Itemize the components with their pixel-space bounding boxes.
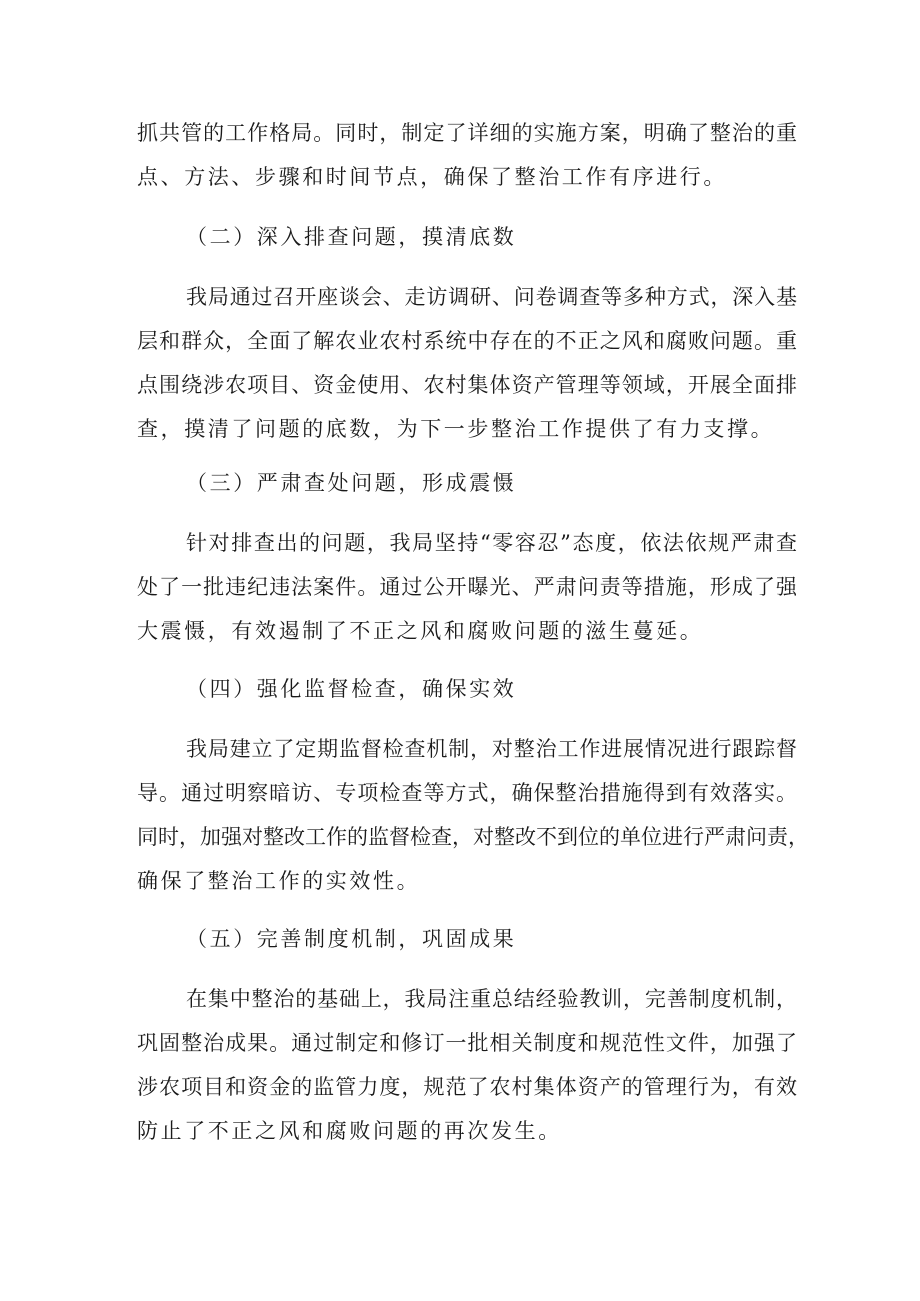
section-3-line-2: 处了一批违纪违法案件。通过公开曝光、严肃问责等措施，形成了强 [137, 575, 797, 599]
section-2-heading: （二）深入排查问题，摸清底数 [186, 225, 517, 249]
section-3-line-3: 大震慑，有效遏制了不正之风和腐败问题的滋生蔓延。 [137, 619, 704, 643]
section-4-line-1: 我局建立了定期监督检查机制，对整治工作进展情况进行跟踪督 [186, 737, 797, 761]
section-5-line-2: 巩固整治成果。通过制定和修订一批相关制度和规范性文件，加强了 [137, 1031, 797, 1055]
section-4-line-4: 确保了整治工作的实效性。 [137, 869, 421, 893]
section-3-line-1: 针对排查出的问题，我局坚持“零容忍”态度，依法依规严肃查 [186, 531, 797, 555]
section-5-line-3: 涉农项目和资金的监管力度，规范了农村集体资产的管理行为，有效 [137, 1075, 797, 1099]
section-5-line-1: 在集中整治的基础上，我局注重总结经验教训，完善制度机制， [186, 987, 797, 1011]
section-2-line-1: 我局通过召开座谈会、走访调研、问卷调查等多种方式，深入基 [186, 285, 797, 309]
section-4-line-3: 同时，加强对整改工作的监督检查，对整改不到位的单位进行严肃问责， [137, 825, 809, 849]
intro-line-2: 点、方法、步骤和时间节点，确保了整治工作有序进行。 [137, 165, 727, 189]
section-5-heading: （五）完善制度机制，巩固成果 [186, 927, 517, 951]
section-2-line-4: 查，摸清了问题的底数，为下一步整治工作提供了有力支撑。 [137, 417, 775, 441]
section-2-line-2: 层和群众，全面了解农业农村系统中存在的不正之风和腐败问题。重 [137, 329, 797, 353]
section-4-line-2: 导。通过明察暗访、专项检查等方式，确保整治措施得到有效落实。 [137, 781, 797, 805]
section-3-heading: （三）严肃查处问题，形成震慑 [186, 471, 517, 495]
section-5-line-4: 防止了不正之风和腐败问题的再次发生。 [137, 1119, 562, 1143]
intro-line-1: 抓共管的工作格局。同时，制定了详细的实施方案，明确了整治的重 [137, 121, 797, 145]
section-2-line-3: 点围绕涉农项目、资金使用、农村集体资产管理等领域，开展全面排 [137, 373, 797, 397]
section-4-heading: （四）强化监督检查，确保实效 [186, 677, 517, 701]
